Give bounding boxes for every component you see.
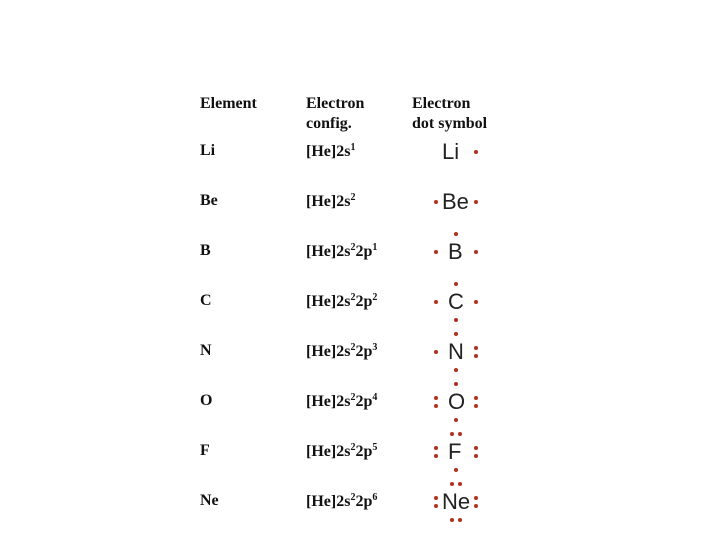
valence-electron-dot xyxy=(474,150,478,154)
config-base: [He]2s xyxy=(306,193,351,210)
dot-symbol-letters: B xyxy=(448,239,463,264)
config-base: [He]2s xyxy=(306,493,351,510)
config-p-part: 2p xyxy=(355,493,373,510)
valence-electron-dot xyxy=(474,404,478,408)
valence-electron-dot xyxy=(474,446,478,450)
header-dot-line1: Electron xyxy=(412,95,471,112)
config-s-exponent: 2 xyxy=(350,492,356,503)
valence-electron-dot xyxy=(434,200,438,204)
config-base: [He]2s xyxy=(306,343,351,360)
valence-electron-dot xyxy=(474,396,478,400)
config-s-exponent: 2 xyxy=(350,342,356,353)
valence-electron-dot xyxy=(474,300,478,304)
element-cell: C xyxy=(200,292,212,309)
config-base: [He]2s xyxy=(306,293,351,310)
config-s-exponent: 2 xyxy=(350,192,356,203)
config-p-exponent: 6 xyxy=(372,492,378,503)
element-cell: Be xyxy=(200,192,218,209)
valence-electron-dot xyxy=(474,454,478,458)
valence-electron-dot xyxy=(454,382,458,386)
valence-electron-dot xyxy=(450,518,454,522)
config-s-exponent: 2 xyxy=(350,442,356,453)
dot-symbol-letters: Be xyxy=(442,189,469,214)
dot-symbol-letters: O xyxy=(448,389,466,414)
config-p-part: 2p xyxy=(355,393,373,410)
element-cell: Ne xyxy=(200,492,219,509)
valence-electron-dot xyxy=(474,200,478,204)
valence-electron-dot xyxy=(454,232,458,236)
valence-electron-dot xyxy=(434,504,438,508)
header-dot-line2: dot symbol xyxy=(412,115,488,132)
config-p-exponent: 4 xyxy=(372,392,378,403)
valence-electron-dot xyxy=(474,250,478,254)
config-p-exponent: 2 xyxy=(372,292,378,303)
valence-electron-dot xyxy=(450,432,454,436)
config-base: [He]2s xyxy=(306,243,351,260)
config-base: [He]2s xyxy=(306,143,351,160)
config-s-exponent: 2 xyxy=(350,392,356,403)
valence-electron-dot xyxy=(450,482,454,486)
valence-electron-dot xyxy=(434,446,438,450)
dot-symbol-letters: Li xyxy=(442,139,460,164)
valence-electron-dot xyxy=(434,404,438,408)
config-cell xyxy=(306,392,377,411)
valence-electron-dot xyxy=(434,350,438,354)
valence-electron-dot xyxy=(454,282,458,286)
valence-electron-dot xyxy=(458,518,462,522)
header-element: Element xyxy=(200,95,257,112)
valence-electron-dot xyxy=(434,300,438,304)
dot-symbol-letters: F xyxy=(448,439,462,464)
valence-electron-dot xyxy=(474,346,478,350)
config-cell xyxy=(306,342,377,361)
config-cell xyxy=(306,442,377,461)
config-s-exponent: 2 xyxy=(350,242,356,253)
element-cell: B xyxy=(200,242,211,259)
element-cell: F xyxy=(200,442,210,459)
valence-electron-dot xyxy=(434,454,438,458)
config-base: [He]2s xyxy=(306,393,351,410)
valence-electron-dot xyxy=(474,496,478,500)
element-cell: Li xyxy=(200,142,216,159)
config-p-part: 2p xyxy=(355,343,373,360)
config-base: [He]2s xyxy=(306,443,351,460)
element-cell: N xyxy=(200,342,212,359)
config-p-part: 2p xyxy=(355,443,373,460)
config-p-exponent: 5 xyxy=(372,442,378,453)
valence-electron-dot xyxy=(474,354,478,358)
header-config-line2: config. xyxy=(306,115,352,132)
valence-electron-dot xyxy=(454,318,458,322)
config-cell xyxy=(306,142,355,161)
valence-electron-dot xyxy=(458,482,462,486)
valence-electron-dot xyxy=(434,396,438,400)
valence-electron-dot xyxy=(454,418,458,422)
config-p-exponent: 3 xyxy=(372,342,378,353)
config-cell xyxy=(306,292,377,311)
header-config-line1: Electron xyxy=(306,95,365,112)
valence-electron-dot xyxy=(434,250,438,254)
element-cell: O xyxy=(200,392,213,409)
config-cell xyxy=(306,192,355,211)
config-cell xyxy=(306,492,377,511)
dot-symbol-letters: C xyxy=(448,289,464,314)
valence-electron-dot xyxy=(458,432,462,436)
config-cell xyxy=(306,242,377,261)
valence-electron-dot xyxy=(454,468,458,472)
valence-electron-dot xyxy=(454,368,458,372)
valence-electron-dot xyxy=(434,496,438,500)
dot-symbol-letters: Ne xyxy=(442,489,471,514)
config-p-part: 2p xyxy=(355,243,373,260)
config-s-exponent: 1 xyxy=(350,142,356,153)
valence-electron-dot xyxy=(454,332,458,336)
config-p-exponent: 1 xyxy=(372,242,378,253)
valence-electron-dot xyxy=(474,504,478,508)
config-p-part: 2p xyxy=(355,293,373,310)
config-s-exponent: 2 xyxy=(350,292,356,303)
dot-symbol-letters: N xyxy=(448,339,464,364)
